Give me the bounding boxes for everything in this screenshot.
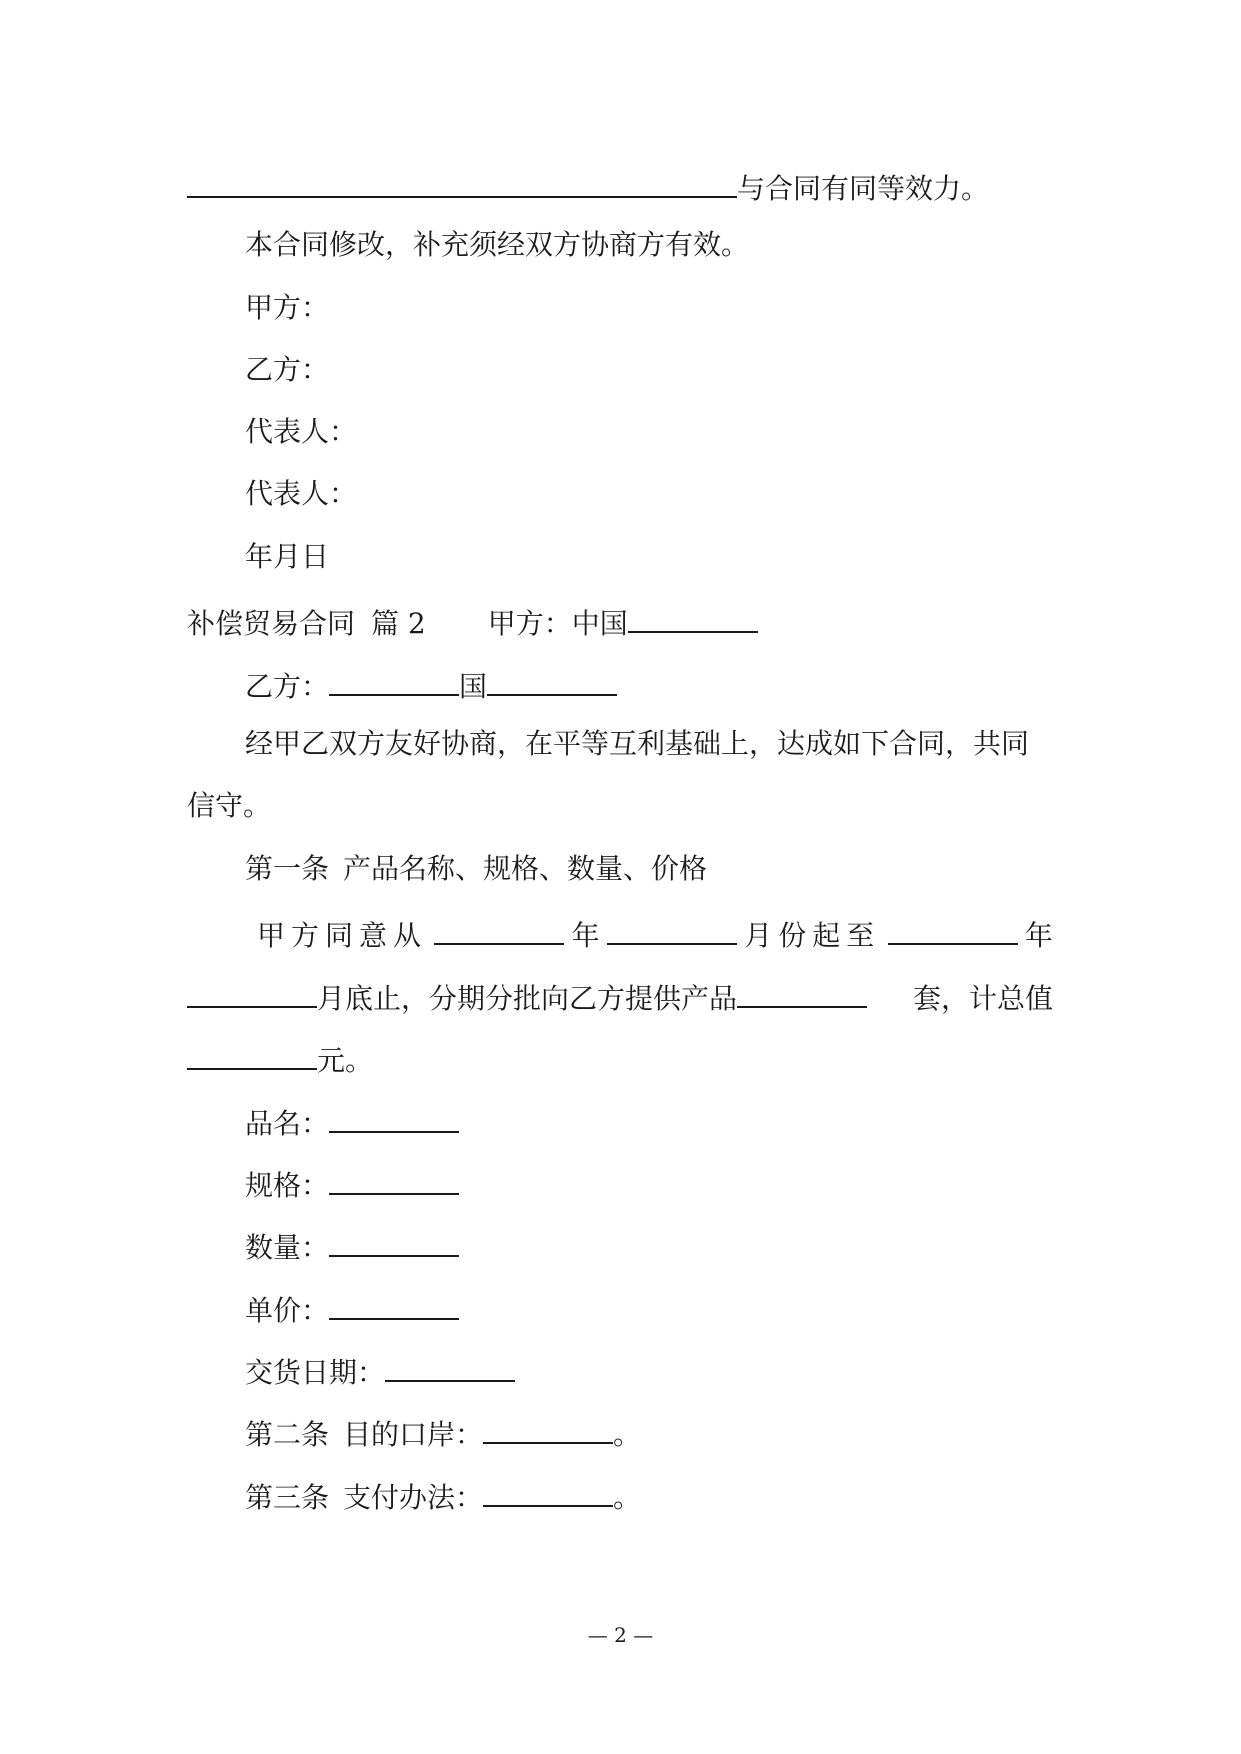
field-label: 单价： [245,1294,330,1327]
line-total-value [187,1034,1053,1078]
line-text: 年 [1024,919,1053,952]
line-amendment: 本合同修改，补充须经双方协商方有效。 [245,228,750,261]
line-preamble-cont: 信守。 [187,789,272,822]
blank-field [483,1471,613,1507]
blank-field [434,909,564,945]
contract-title: 补偿贸易合同 [187,607,356,640]
line-preamble: 经甲乙双方友好协商，在平等互利基础上，达成如下合同，共同 [245,727,1030,760]
field-delivery-date [187,1346,1053,1390]
blank-field [888,909,1018,945]
label-date: 年月日 [245,540,330,573]
article-number: 第一条 [245,852,330,885]
field-label: 规格： [245,1169,330,1202]
line-text: 。 [613,1418,642,1451]
blank-field [187,972,317,1008]
blank-field [329,1097,459,1133]
label-party-a: 甲方： [245,291,330,324]
blank-field [187,1034,317,1070]
field-label: 交货日期： [245,1356,386,1389]
line-supply-period [187,909,1053,953]
line-text: 套，计总值 [912,982,1053,1015]
line-text: 乙方： [245,670,330,703]
field-product-name [187,1097,1053,1141]
article-3 [187,1471,1053,1515]
line-text: 与合同有同等效力。 [737,172,990,205]
party-a-country: 甲方：中国 [487,607,628,640]
field-specification [187,1159,1053,1203]
line-text: 年 [571,919,600,952]
label-representative-b: 代表人： [245,477,358,510]
blank-field [483,1408,613,1444]
field-unit-price [187,1284,1053,1328]
field-label: 数量： [245,1231,330,1264]
blank-field [607,909,737,945]
line-supply-amount [187,972,1053,1016]
blank-field [329,1221,459,1257]
line-text: 月份起至 [744,919,881,952]
section-heading [187,597,1053,641]
field-label: 支付办法： [343,1481,484,1514]
line-party-b [187,660,1053,704]
blank-field [737,972,867,1008]
line-text: 。 [613,1481,642,1514]
blank-field [329,1159,459,1195]
article-1-heading [187,847,1053,891]
article-title: 产品名称、规格、数量、价格 [343,852,708,885]
label-representative-a: 代表人： [245,415,358,448]
line-effectiveness [187,162,1053,206]
line-text: 月底止，分期分批向乙方提供产品 [317,982,738,1015]
line-text: 甲方同意从 [257,919,428,952]
field-label: 品名： [245,1107,330,1140]
label-party-b: 乙方： [245,353,330,386]
field-label: 目的口岸： [343,1418,484,1451]
article-number: 第三条 [245,1481,330,1514]
line-text: 国 [459,670,488,703]
blank-field [487,660,617,696]
page-number: — 2 — [587,1623,654,1647]
article-2 [187,1408,1053,1452]
blank-field [187,162,737,198]
line-text: 元。 [317,1044,374,1077]
blank-field [329,1284,459,1320]
article-number: 第二条 [245,1418,330,1451]
field-quantity [187,1221,1053,1265]
part-number: 篇 2 [371,607,426,640]
blank-field [628,597,758,633]
blank-field [385,1346,515,1382]
blank-field [329,660,459,696]
